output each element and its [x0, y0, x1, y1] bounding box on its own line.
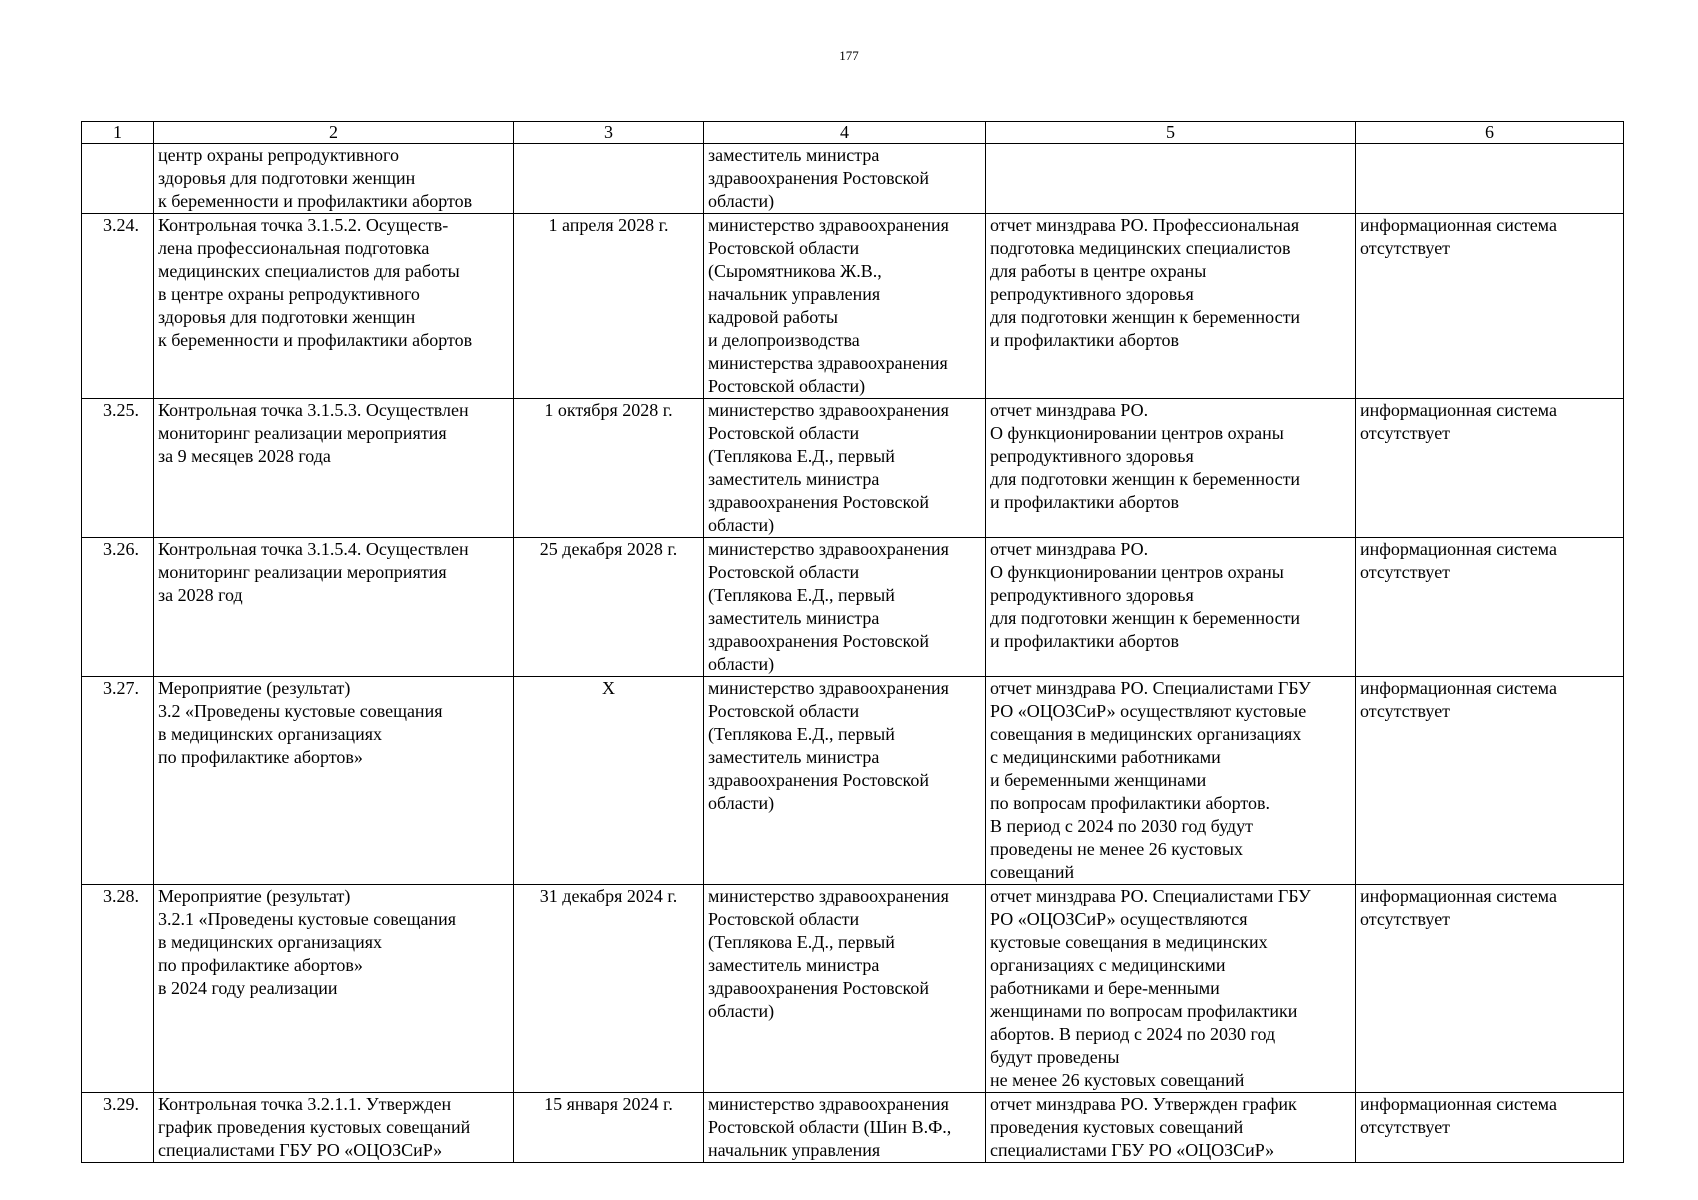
- row-result: [986, 144, 1356, 214]
- row-name: Мероприятие (результат) 3.2 «Проведены кустовые совещания в медицинских организациях по профилактике абортов»: [154, 677, 514, 885]
- row-responsible: министерство здравоохранения Ростовской области (Теплякова Е.Д., первый заместитель министра здравоохранения Ростовской области): [704, 399, 986, 538]
- row-responsible: заместитель министра здравоохранения Ростовской области): [704, 144, 986, 214]
- row-date: [514, 144, 704, 214]
- table-row: [82, 399, 1624, 538]
- row-result: отчет минздрава РО. Утвержден график проведения кустовых совещаний специалистами ГБУ РО «ОЦОЗСиР»: [986, 1093, 1356, 1163]
- row-system: информационная система отсутствует: [1356, 885, 1624, 1093]
- plan-table: [81, 121, 1624, 1163]
- row-system: информационная система отсутствует: [1356, 399, 1624, 538]
- table-row: [82, 214, 1624, 399]
- header-cell-2: 2: [154, 122, 514, 144]
- row-result: отчет минздрава РО. Специалистами ГБУ РО «ОЦОЗСиР» осуществляют кустовые совещания в медицинских организациях с медицинскими работниками и беременными женщинами по вопросам профилактики абортов. В период с 2024 по 2030 год будут проведены не менее 26 кустовых совещаний: [986, 677, 1356, 885]
- row-name: центр охраны репродуктивного здоровья для подготовки женщин к беременности и профилактики абортов: [154, 144, 514, 214]
- row-responsible: министерство здравоохранения Ростовской области (Теплякова Е.Д., первый заместитель министра здравоохранения Ростовской области): [704, 677, 986, 885]
- row-number: 3.27.: [82, 677, 154, 885]
- row-name: Контрольная точка 3.1.5.3. Осуществлен мониторинг реализации мероприятия за 9 месяцев 2028 года: [154, 399, 514, 538]
- header-cell-1: 1: [82, 122, 154, 144]
- row-responsible: министерство здравоохранения Ростовской области (Шин В.Ф., начальник управления: [704, 1093, 986, 1163]
- row-number: 3.26.: [82, 538, 154, 677]
- row-name: Контрольная точка 3.1.5.2. Осуществ- лена профессиональная подготовка медицинских специалистов для работы в центре охраны репродуктивного здоровья для подготовки женщин к беременности и профилактики абортов: [154, 214, 514, 399]
- row-system: [1356, 144, 1624, 214]
- row-responsible: министерство здравоохранения Ростовской области (Теплякова Е.Д., первый заместитель министра здравоохранения Ростовской области): [704, 538, 986, 677]
- row-date: Х: [514, 677, 704, 885]
- page-number: 177: [839, 48, 859, 63]
- row-number: 3.24.: [82, 214, 154, 399]
- row-number: 3.25.: [82, 399, 154, 538]
- row-system: информационная система отсутствует: [1356, 677, 1624, 885]
- row-responsible: министерство здравоохранения Ростовской области (Сыромятникова Ж.В., начальник управления кадровой работы и делопроизводства министерства здравоохранения Ростовской области): [704, 214, 986, 399]
- table-row: [82, 1093, 1624, 1163]
- row-date: 15 января 2024 г.: [514, 1093, 704, 1163]
- row-system: информационная система отсутствует: [1356, 538, 1624, 677]
- row-result: отчет минздрава РО. Профессиональная подготовка медицинских специалистов для работы в центре охраны репродуктивного здоровья для подготовки женщин к беременности и профилактики абортов: [986, 214, 1356, 399]
- row-responsible: министерство здравоохранения Ростовской области (Теплякова Е.Д., первый заместитель министра здравоохранения Ростовской области): [704, 885, 986, 1093]
- table-row: [82, 144, 1624, 214]
- header-cell-5: 5: [986, 122, 1356, 144]
- header-cell-3: 3: [514, 122, 704, 144]
- row-name: Мероприятие (результат) 3.2.1 «Проведены кустовые совещания в медицинских организациях по профилактике абортов» в 2024 году реализации: [154, 885, 514, 1093]
- row-name: Контрольная точка 3.1.5.4. Осуществлен мониторинг реализации мероприятия за 2028 год: [154, 538, 514, 677]
- row-number: [82, 144, 154, 214]
- table-row: [82, 677, 1624, 885]
- row-system: информационная система отсутствует: [1356, 214, 1624, 399]
- row-number: 3.28.: [82, 885, 154, 1093]
- row-name: Контрольная точка 3.2.1.1. Утвержден график проведения кустовых совещаний специалистами ГБУ РО «ОЦОЗСиР»: [154, 1093, 514, 1163]
- header-cell-4: 4: [704, 122, 986, 144]
- row-date: 31 декабря 2024 г.: [514, 885, 704, 1093]
- row-system: информационная система отсутствует: [1356, 1093, 1624, 1163]
- row-result: отчет минздрава РО. Специалистами ГБУ РО «ОЦОЗСиР» осуществляются кустовые совещания в медицинских организациях с медицинскими работниками и бере-менными женщинами по вопросам профилактики абортов. В период с 2024 по 2030 год будут проведены не менее 26 кустовых совещаний: [986, 885, 1356, 1093]
- row-number: 3.29.: [82, 1093, 154, 1163]
- row-result: отчет минздрава РО. О функционировании центров охраны репродуктивного здоровья для подготовки женщин к беременности и профилактики абортов: [986, 399, 1356, 538]
- plan-table-body: [82, 122, 1624, 1163]
- table-row: [82, 538, 1624, 677]
- row-date: 1 апреля 2028 г.: [514, 214, 704, 399]
- table-row: [82, 885, 1624, 1093]
- row-result: отчет минздрава РО. О функционировании центров охраны репродуктивного здоровья для подготовки женщин к беременности и профилактики абортов: [986, 538, 1356, 677]
- row-date: 1 октября 2028 г.: [514, 399, 704, 538]
- row-date: 25 декабря 2028 г.: [514, 538, 704, 677]
- header-cell-6: 6: [1356, 122, 1624, 144]
- header-row: [82, 122, 1624, 144]
